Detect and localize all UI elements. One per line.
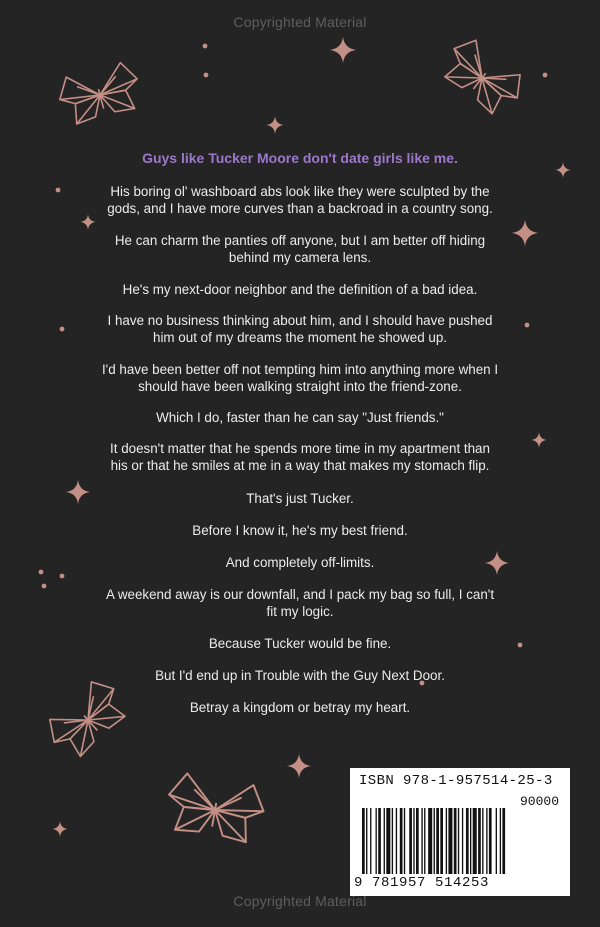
blurb-paragraph: I have no business thinking about him, and I should have pushed him out of my dreams the moment he showed up. [107, 313, 493, 345]
barcode-bar [400, 808, 403, 874]
barcode-bar [478, 808, 481, 874]
barcode-bar [392, 808, 393, 874]
barcode-bar [404, 808, 405, 874]
barcode-bar [428, 808, 432, 874]
barcode-bar [502, 808, 505, 874]
barcode-bar [434, 808, 435, 874]
barcode-bar [448, 808, 452, 874]
barcode-bar [466, 808, 469, 874]
butterfly-icon [55, 60, 145, 127]
blurb-paragraph: That's just Tucker. [246, 491, 354, 506]
blurb-paragraph: Betray a kingdom or betray my heart. [189, 700, 411, 715]
barcode-bar [421, 808, 422, 874]
barcode-bar [496, 808, 497, 874]
barcode-bar [470, 808, 471, 874]
barcode-bar [416, 808, 419, 874]
sparkle-icon [80, 214, 95, 229]
barcode-bar [413, 808, 414, 874]
barcode-bar [409, 808, 412, 874]
barcode-bar [384, 808, 385, 874]
sparkle-icon [512, 220, 538, 246]
blurb-paragraph: Which I do, faster than he can say "Just friends." [156, 410, 444, 425]
barcode-bars [362, 808, 562, 874]
sparkle-icon [330, 37, 356, 63]
blurb-paragraph: But I'd end up in Trouble with the Guy Next Door. [155, 668, 445, 683]
barcode-bar [436, 808, 439, 874]
barcode-bar [376, 808, 377, 874]
barcode-bar [424, 808, 425, 874]
sparkle-icon [287, 754, 311, 778]
barcode-bar [500, 808, 501, 874]
blurb-paragraph: He can charm the panties off anyone, but I am better off hiding behind my camera lens. [114, 233, 486, 265]
blurb-headline: Guys like Tucker Moore don't date girls like me. [142, 150, 458, 166]
barcode-bar [446, 808, 447, 874]
barcode-bar [396, 808, 397, 874]
barcode-bar [386, 808, 390, 874]
barcode-bar [486, 808, 487, 874]
blurb-paragraph: Before I know it, he's my best friend. [192, 523, 408, 538]
isbn-barcode [350, 768, 570, 896]
watermark-bottom: Copyrighted Material [233, 893, 367, 909]
barcode-bar [454, 808, 457, 874]
blurb-paragraph: It doesn't matter that he spends more time in my apartment than his or that he smiles at me in a way that makes my stomach flip. [110, 441, 490, 473]
blurb-paragraph: Because Tucker would be fine. [208, 636, 392, 651]
barcode-bar [366, 808, 367, 874]
barcode-bar [370, 808, 371, 874]
barcode-bar [440, 808, 443, 874]
butterfly-icon [163, 771, 268, 844]
sparkle-icon [52, 821, 67, 836]
isbn-digits: 9 781957 514253 [354, 875, 490, 891]
barcode-bar [378, 808, 381, 874]
blurb-paragraph: His boring ol' washboard abs look like they were sculpted by the gods, and I have more curves than a backroad in a country song. [107, 184, 493, 216]
barcode-bar [482, 808, 483, 874]
blurb-paragraph: I'd have been better off not tempting him into anything more when I should have been walking straight into the friend-zone. [101, 362, 499, 394]
blurb-paragraph: He's my next-door neighbor and the definition of a bad idea. [122, 282, 478, 297]
barcode-bar [362, 808, 365, 874]
blurb-text [100, 150, 500, 716]
sparkle-icon [555, 162, 570, 177]
sparkle-icon [266, 116, 284, 134]
barcode-bar [473, 808, 477, 874]
price-code: 90000 [520, 794, 560, 809]
butterfly-icon [437, 33, 530, 120]
barcode-bar [489, 808, 492, 874]
barcode-bar [458, 808, 459, 874]
sparkle-icon [66, 480, 90, 504]
blurb-paragraph: A weekend away is our downfall, and I pack my bag so full, I can't fit my logic. [105, 587, 495, 619]
sparkle-icon [531, 432, 546, 447]
isbn-label: ISBN 978-1-957514-25-3 [359, 773, 553, 789]
barcode-bar [462, 808, 463, 874]
watermark-top: Copyrighted Material [233, 14, 367, 30]
blurb-paragraph: And completely off-limits. [225, 555, 375, 570]
